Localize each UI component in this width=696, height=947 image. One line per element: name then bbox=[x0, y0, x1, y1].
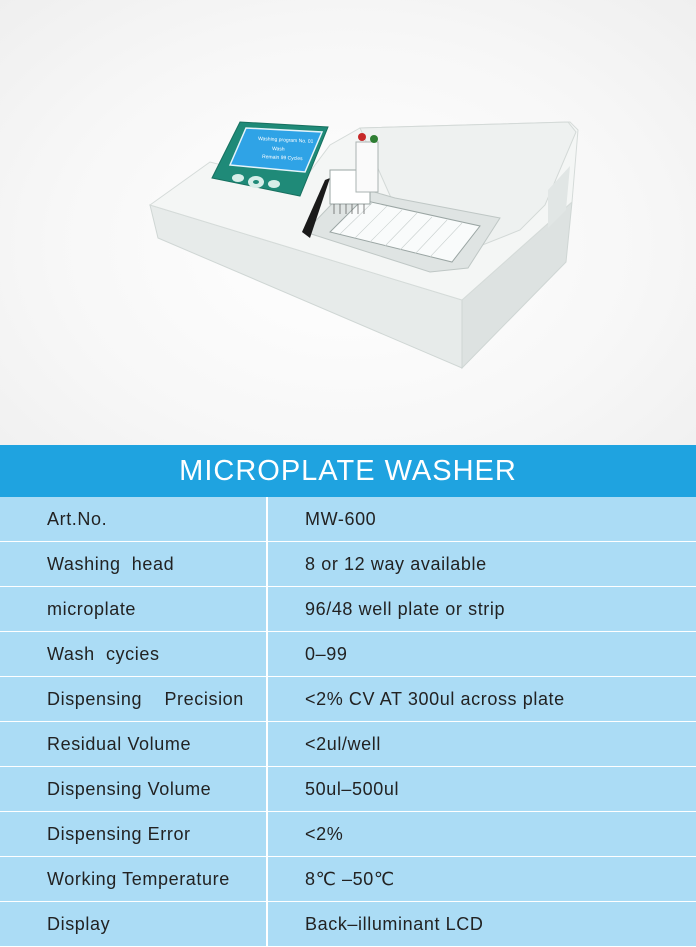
spec-value: <2% bbox=[268, 812, 696, 856]
spec-label: Residual Volume bbox=[0, 722, 266, 766]
microplate-washer-illustration bbox=[0, 0, 696, 445]
table-row bbox=[0, 722, 696, 766]
spec-label: Dispensing Error bbox=[0, 812, 266, 856]
device-screen-line3: Remain 99 Cycles bbox=[261, 154, 303, 163]
spec-label: Art.No. bbox=[0, 497, 266, 541]
table-row bbox=[0, 497, 696, 541]
table-row bbox=[0, 902, 696, 946]
spec-value: 0–99 bbox=[268, 632, 696, 676]
spec-label: Display bbox=[0, 902, 266, 946]
spec-value: 8℃ –50℃ bbox=[268, 857, 696, 901]
device-screen-line2: Wash bbox=[271, 146, 285, 153]
device-screen-line1: Washing program No. 01 bbox=[257, 136, 314, 145]
table-title: MICROPLATE WASHER bbox=[0, 445, 696, 497]
table-row bbox=[0, 812, 696, 856]
spec-label: Dispensing Volume bbox=[0, 767, 266, 811]
spec-label: Wash cycies bbox=[0, 632, 266, 676]
spec-value: 8 or 12 way available bbox=[268, 542, 696, 586]
spec-value: Back–illuminant LCD bbox=[268, 902, 696, 946]
spec-value: <2ul/well bbox=[268, 722, 696, 766]
spec-value: MW-600 bbox=[268, 497, 696, 541]
table-row bbox=[0, 857, 696, 901]
spec-label: microplate bbox=[0, 587, 266, 631]
specification-table bbox=[0, 445, 696, 947]
table-row bbox=[0, 677, 696, 721]
product-photo bbox=[0, 0, 696, 445]
spec-value: 50ul–500ul bbox=[268, 767, 696, 811]
spec-value: 96/48 well plate or strip bbox=[268, 587, 696, 631]
spec-label: Working Temperature bbox=[0, 857, 266, 901]
spec-value: <2% CV AT 300ul across plate bbox=[268, 677, 696, 721]
spec-label: Washing head bbox=[0, 542, 266, 586]
table-row bbox=[0, 587, 696, 631]
spec-rows bbox=[0, 497, 696, 947]
table-row bbox=[0, 767, 696, 811]
spec-label: Dispensing Precision bbox=[0, 677, 266, 721]
table-row bbox=[0, 632, 696, 676]
table-row bbox=[0, 542, 696, 586]
